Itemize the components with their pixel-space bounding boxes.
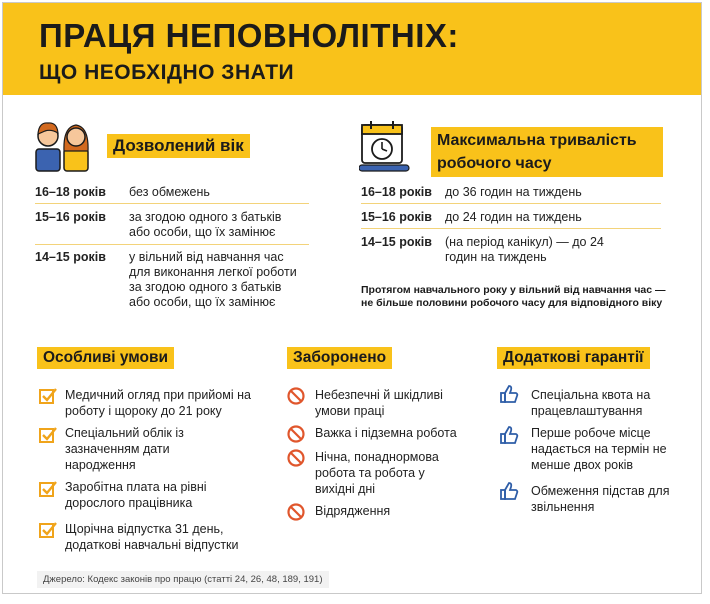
no-entry-icon	[287, 387, 305, 405]
hours-text: до 24 годин на тиждень	[445, 210, 582, 224]
age-text: у вільний від навчання час для виконання легкої роботи за згодою одного з батьків або особи, що їх замінює	[129, 250, 297, 309]
divider	[361, 228, 661, 229]
age-text: за згодою одного з батьків або особи, що їх замінює	[129, 210, 282, 239]
page-subtitle: ЩО НЕОБХІДНО ЗНАТИ	[39, 61, 295, 84]
max-hours-title: Максимальна тривалість робочого часу	[431, 127, 663, 177]
checkbox-icon	[39, 426, 57, 444]
hours-text: (на період канікул) — до 24 годин на тиждень	[445, 235, 604, 264]
checkbox-icon	[39, 480, 57, 498]
no-entry-icon	[287, 449, 305, 467]
clock-calendar-icon	[359, 119, 411, 173]
list-item: Важка і підземна робота	[315, 426, 457, 440]
list-item: Щорічна відпустка 31 день, додаткові навчальні відпустки	[65, 522, 239, 552]
checkbox-icon	[39, 387, 57, 405]
list-item: Заробітна плата на рівні дорослого працівника	[65, 480, 207, 510]
age-label: 16–18 років	[361, 185, 432, 199]
list-item: Спеціальна квота на працевлаштування	[531, 388, 651, 418]
age-label: 14–15 років	[35, 250, 106, 264]
header-banner	[3, 3, 701, 95]
divider	[361, 203, 661, 204]
thumbs-up-icon	[499, 425, 519, 445]
special-conditions-title: Особливі умови	[37, 347, 174, 369]
no-entry-icon	[287, 425, 305, 443]
infographic	[2, 2, 702, 594]
prohibited-title: Заборонено	[287, 347, 392, 369]
divider	[35, 244, 309, 245]
list-item: Нічна, понаднормова робота та робота у вихідні дні	[315, 450, 439, 496]
thumbs-up-icon	[499, 384, 519, 404]
divider	[35, 203, 309, 204]
list-item: Обмеження підстав для звільнення	[531, 484, 670, 514]
no-entry-icon	[287, 503, 305, 521]
age-label: 14–15 років	[361, 235, 432, 249]
age-label: 15–16 років	[35, 210, 106, 224]
hours-text: до 36 годин на тиждень	[445, 185, 582, 199]
list-item: Спеціальний облік із зазначенням дати народження	[65, 426, 184, 472]
school-year-note: Протягом навчального року у вільний від навчання час — не більше половини робочого часу для відповідного віку	[361, 284, 666, 309]
list-item: Відрядження	[315, 504, 391, 518]
thumbs-up-icon	[499, 481, 519, 501]
source-note: Джерело: Кодекс законів про працю (статті 24, 26, 48, 189, 191)	[37, 571, 329, 588]
checkbox-icon	[39, 521, 57, 539]
allowed-age-title: Дозволений вік	[107, 134, 250, 158]
list-item: Перше робоче місце надається на термін не менше двох років	[531, 426, 667, 472]
page-title: ПРАЦЯ НЕПОВНОЛІТНІХ:	[39, 17, 459, 54]
guarantees-title: Додаткові гарантії	[497, 347, 650, 369]
age-label: 16–18 років	[35, 185, 106, 199]
list-item: Небезпечні й шкідливі умови праці	[315, 388, 443, 418]
children-icon	[33, 119, 91, 173]
list-item: Медичний огляд при прийомі на роботу і щороку до 21 року	[65, 388, 251, 418]
age-text: без обмежень	[129, 185, 210, 199]
age-label: 15–16 років	[361, 210, 432, 224]
